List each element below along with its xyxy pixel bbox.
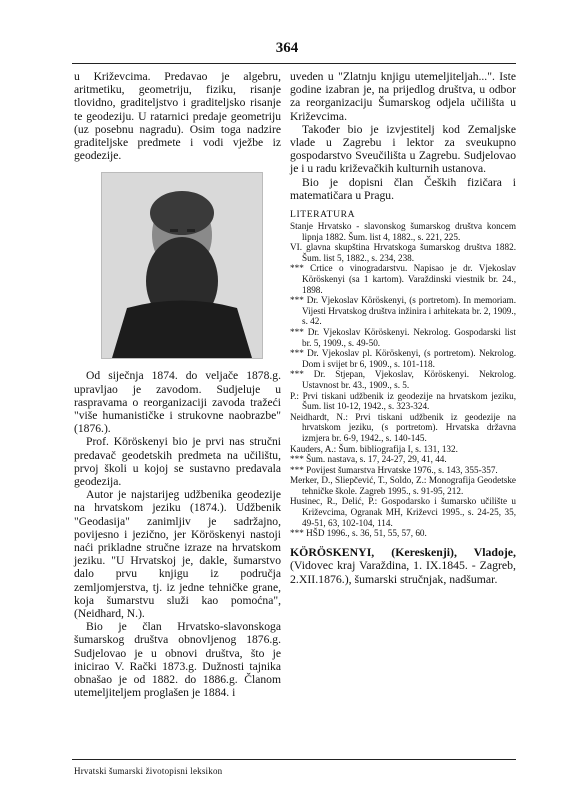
literature-item: *** Dr. Vjekoslav pl. Köröskenyi, (s portretom). Nekrolog. Dom i svijet br 6, 1909., s. 101-118.	[290, 348, 516, 369]
biography-entry	[290, 546, 516, 586]
right-paragraph: Bio je dopisni član Čeških fizičara i matematičara u Pragu.	[290, 175, 516, 202]
literature-item: Husinec, R., Delić, P.: Gospodarsko i šumarsko učilište u Križevcima, Ogranak MH, Križevci 1995., s. 24-25, 35, 49-51, 63, 102-104, 114.	[290, 496, 516, 528]
right-paragraph: Također bio je izvjestitelj kod Zemaljske vlade u Zagrebu i lektor za sveukupno gospodarstvo Sveučilišta u Zagrebu. Sudjelovao je i u radu križevačkih kulturnih ustanova.	[290, 122, 516, 176]
literature-item: Stanje Hrvatsko - slavonskog šumarskog društva koncem lipnja 1882. Šum. list 4, 1882., s. 221, 225.	[290, 221, 516, 242]
literature-item: *** HŠD 1996., s. 36, 51, 55, 57, 60.	[290, 528, 427, 539]
right-paragraph: uveden u "Zlatnju knjigu utemeljiteljah...". Iste godine izabran je, na prijedlog društva, u odbor za reorganizaciju Šumarskog odjela učilišta u Križevcima.	[290, 70, 516, 123]
literature-item: *** Crtice o vinogradarstvu. Napisao je dr. Vjekoslav Köröskenyi (sa 1 kartom). Varaždinski viestnik br. 24., 1898.	[290, 263, 516, 295]
left-intro-paragraph: u Križevcima. Predavao je algebru, aritmetiku, geometriju, fiziku, risanje tlovidno, graditeljstvo i graditeljsko risanje te geodeziju. U ratarnici predaje geometriju (uz posebnu nagradu). Osim toga nadzire graditeljske predmete i vodi vježbe iz geodezije.	[74, 70, 281, 163]
right-column	[290, 70, 516, 586]
page-number: 364	[275, 40, 299, 56]
literature-heading: LITERATURA	[290, 209, 356, 221]
entry-text: (Vidovec kraj Varaždina, 1. IX.1845. - Zagreb, 2.XII.1876.), šumarski stručnjak, nadšumar.	[290, 558, 516, 586]
literature-item: VI. glavna skupština Hrvatskoga šumarskog društva 1882. Šum. list 5, 1882., s. 234, 238.	[290, 242, 516, 263]
entry-headword: KÖRÖSKENYI, (Kereskenji), Vladoje,	[290, 544, 516, 559]
literature-item: *** Šum. nastava, s. 17, 24-27, 29, 41, 44.	[290, 454, 447, 465]
literature-item: *** Dr. Vjekoslav Köröskenyi. Nekrolog. Gospodarski list br. 5, 1909., s. 49-50.	[290, 326, 516, 348]
left-paragraph: Autor je najstarijeg udžbenika geodezije na hrvatskom jeziku (1874.). Udžbenik "Geodasija" zanimljiv je sadržajno, povijesno i jezično, jer Köröskenyi nastoji naći prikladne stručne izraze na hrvatskom jeziku. "U Hrvatskoj je, dakle, šumarstvo dalo prvu knjigu iz područja zemljomjerstva, tj. iz jedne tehničke grane, koja šumarstvu služi kao pomoćna", (Neidhard, N.).	[74, 488, 281, 621]
literature-item: *** Dr. Vjekoslav Köröskenyi, (s portretom). In memoriam. Vijesti Hrvatskog društva inžinira i arhitekata br. 2, 1909., s. 42.	[290, 295, 516, 327]
literature-item: Merker, D., Sliepčević, T., Soldo, Z.: Monografija Geodetske tehničke škole. Zagreb 1995., s. 91-95, 212.	[290, 475, 516, 496]
literature-item: P.: Prvi tiskani udžbenik iz geodezije na hrvatskom jeziku, Šum. list 10-12, 1942., s. 323-324.	[290, 390, 516, 412]
literature-item: Neidhardt, N.: Prvi tiskani udžbenik iz geodezije na hrvatskom jeziku, (s portretom). Hrvatska državna izmjera br. 6-9, 1942., s. 140-145.	[290, 411, 516, 443]
literature-item: *** Dr. Stjepan, Vjekoslav, Köröskenyi. Nekrolog. Ustavnost br. 43., 1909., s. 5.	[290, 369, 516, 390]
top-rule	[72, 63, 516, 64]
left-paragraph: Prof. Köröskenyi bio je prvi nas stručni predavač geodetskih predmeta na učilištu, prvoj školi u kojoj se sustavno predavala geodezija.	[74, 435, 281, 489]
left-paragraph: Bio je član Hrvatsko-slavonskoga šumarskog društva obnovljenog 1876.g. Sudjelovao je u obnovi društva, što je inicirao V. Rački 1873.g. Dužnosti tajnika obnašao je od 1882. do 1886.g. Članom utemeljiteljem proglašen je 1884. i	[74, 620, 281, 700]
footer-text: Hrvatski šumarski životopisni leksikon	[74, 766, 223, 776]
left-column	[74, 70, 281, 700]
literature-item: Kauders, A.: Šum. bibliografija I, s. 131, 132.	[290, 443, 458, 454]
literature-item: *** Povijest šumarstva Hrvatske 1976., s. 143, 355-357.	[290, 464, 498, 475]
literature-list	[290, 221, 516, 539]
portrait-photo	[101, 172, 263, 359]
bottom-rule	[72, 759, 516, 760]
left-paragraph: Od siječnja 1874. do veljače 1878.g. upravljao je zavodom. Sudjeluje u raspravama o reorganizaciji zavoda tražeći "više humanističke i strukovne naobrazbe" (1876.).	[74, 369, 281, 436]
